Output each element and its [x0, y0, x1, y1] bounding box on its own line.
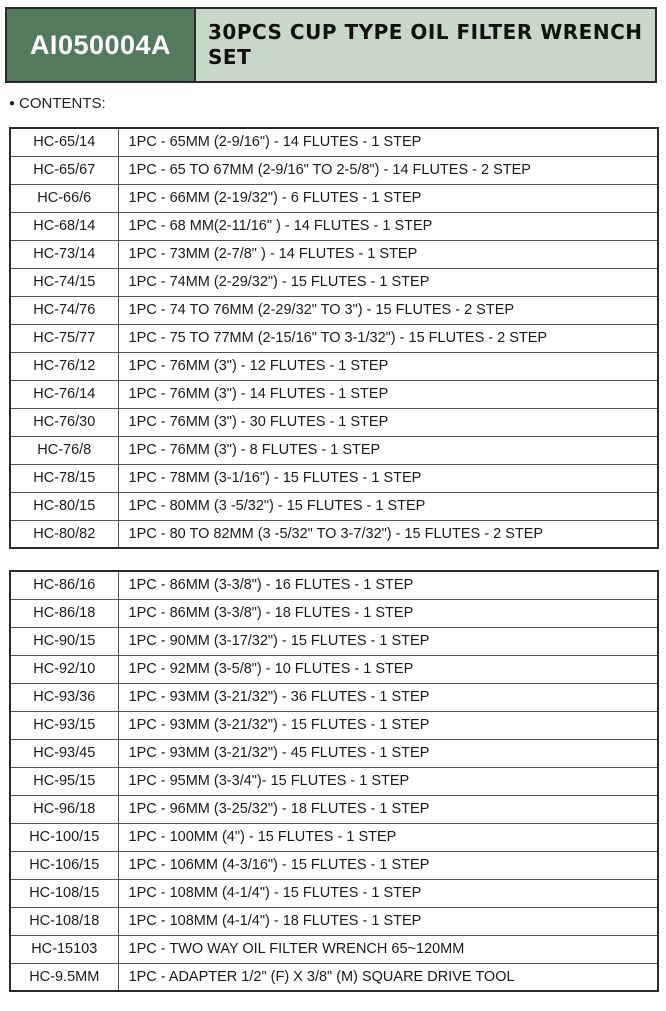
- description-cell: 1PC - 76MM (3") - 30 FLUTES - 1 STEP: [118, 408, 658, 436]
- part-number-cell: HC-15103: [10, 935, 118, 963]
- part-number-cell: HC-93/15: [10, 711, 118, 739]
- table-row: [10, 324, 658, 352]
- part-number-cell: HC-106/15: [10, 851, 118, 879]
- table-row: [10, 655, 658, 683]
- description-cell: 1PC - 86MM (3-3/8") - 18 FLUTES - 1 STEP: [118, 599, 658, 627]
- table-row: [10, 711, 658, 739]
- table-row: [10, 935, 658, 963]
- description-cell: 1PC - 95MM (3-3/4")- 15 FLUTES - 1 STEP: [118, 767, 658, 795]
- part-number-cell: HC-95/15: [10, 767, 118, 795]
- description-cell: 1PC - 65MM (2-9/16") - 14 FLUTES - 1 STEP: [118, 128, 658, 156]
- part-number-cell: HC-66/6: [10, 184, 118, 212]
- table-row: [10, 879, 658, 907]
- part-number-cell: HC-68/14: [10, 212, 118, 240]
- description-cell: 1PC - 92MM (3-5/8") - 10 FLUTES - 1 STEP: [118, 655, 658, 683]
- description-cell: 1PC - 93MM (3-21/32") - 36 FLUTES - 1 STEP: [118, 683, 658, 711]
- description-cell: 1PC - 75 TO 77MM (2-15/16" TO 3-1/32") - 15 FLUTES - 2 STEP: [118, 324, 658, 352]
- table-row: [10, 436, 658, 464]
- part-number-cell: HC-65/14: [10, 128, 118, 156]
- description-cell: 1PC - 78MM (3-1/16") - 15 FLUTES - 1 STEP: [118, 464, 658, 492]
- table-row: [10, 683, 658, 711]
- description-cell: 1PC - 106MM (4-3/16") - 15 FLUTES - 1 STEP: [118, 851, 658, 879]
- part-number-cell: HC-9.5MM: [10, 963, 118, 991]
- table-row: [10, 380, 658, 408]
- description-cell: 1PC - 93MM (3-21/32") - 45 FLUTES - 1 STEP: [118, 739, 658, 767]
- table-row: [10, 627, 658, 655]
- description-cell: 1PC - 66MM (2-19/32") - 6 FLUTES - 1 STEP: [118, 184, 658, 212]
- table-row: [10, 520, 658, 548]
- product-title-line1: 30PCS CUP TYPE OIL FILTER WRENCH: [208, 20, 643, 44]
- part-number-cell: HC-76/30: [10, 408, 118, 436]
- description-cell: 1PC - 96MM (3-25/32") - 18 FLUTES - 1 STEP: [118, 795, 658, 823]
- part-number-cell: HC-108/18: [10, 907, 118, 935]
- part-number-cell: HC-96/18: [10, 795, 118, 823]
- part-number-cell: HC-86/18: [10, 599, 118, 627]
- description-cell: 1PC - 73MM (2-7/8" ) - 14 FLUTES - 1 STEP: [118, 240, 658, 268]
- product-header: [5, 7, 657, 83]
- part-number-cell: HC-78/15: [10, 464, 118, 492]
- part-number-cell: HC-108/15: [10, 879, 118, 907]
- description-cell: 1PC - TWO WAY OIL FILTER WRENCH 65~120MM: [118, 935, 658, 963]
- table-row: [10, 128, 658, 156]
- description-cell: 1PC - 108MM (4-1/4") - 15 FLUTES - 1 STEP: [118, 879, 658, 907]
- table-row: [10, 296, 658, 324]
- description-cell: 1PC - 80 TO 82MM (3 -5/32" TO 3-7/32") - 15 FLUTES - 2 STEP: [118, 520, 658, 548]
- table-row: [10, 268, 658, 296]
- part-number-cell: HC-92/10: [10, 655, 118, 683]
- description-cell: 1PC - 74MM (2-29/32") - 15 FLUTES - 1 STEP: [118, 268, 658, 296]
- part-number-cell: HC-74/76: [10, 296, 118, 324]
- table-row: [10, 963, 658, 991]
- product-title-line2: SET: [208, 45, 252, 69]
- table-row: [10, 907, 658, 935]
- contents-label: CONTENTS:: [19, 95, 106, 112]
- table-row: [10, 184, 658, 212]
- table-row: [10, 464, 658, 492]
- part-number-cell: HC-76/14: [10, 380, 118, 408]
- table-row: [10, 492, 658, 520]
- description-cell: 1PC - 93MM (3-21/32") - 15 FLUTES - 1 STEP: [118, 711, 658, 739]
- table-row: [10, 352, 658, 380]
- table-row: [10, 212, 658, 240]
- part-number-cell: HC-65/67: [10, 156, 118, 184]
- part-number-cell: HC-75/77: [10, 324, 118, 352]
- parts-table-1: [9, 127, 659, 549]
- part-number-cell: HC-90/15: [10, 627, 118, 655]
- description-cell: 1PC - ADAPTER 1/2" (F) X 3/8" (M) SQUARE DRIVE TOOL: [118, 963, 658, 991]
- description-cell: 1PC - 100MM (4") - 15 FLUTES - 1 STEP: [118, 823, 658, 851]
- table-row: [10, 823, 658, 851]
- product-code-box: [7, 9, 196, 81]
- contents-heading: [9, 95, 106, 112]
- part-number-cell: HC-80/15: [10, 492, 118, 520]
- part-number-cell: HC-73/14: [10, 240, 118, 268]
- table-row: [10, 851, 658, 879]
- part-number-cell: HC-76/12: [10, 352, 118, 380]
- part-number-cell: HC-74/15: [10, 268, 118, 296]
- table-row: [10, 571, 658, 599]
- product-title: [208, 20, 643, 70]
- table-row: [10, 240, 658, 268]
- product-title-box: [196, 9, 655, 81]
- table-row: [10, 739, 658, 767]
- part-number-cell: HC-80/82: [10, 520, 118, 548]
- description-cell: 1PC - 68 MM(2-11/16" ) - 14 FLUTES - 1 STEP: [118, 212, 658, 240]
- description-cell: 1PC - 74 TO 76MM (2-29/32" TO 3") - 15 FLUTES - 2 STEP: [118, 296, 658, 324]
- table-row: [10, 767, 658, 795]
- table-row: [10, 599, 658, 627]
- description-cell: 1PC - 76MM (3") - 12 FLUTES - 1 STEP: [118, 352, 658, 380]
- parts-table-2: [9, 570, 659, 992]
- table-row: [10, 795, 658, 823]
- description-cell: 1PC - 80MM (3 -5/32") - 15 FLUTES - 1 STEP: [118, 492, 658, 520]
- table-row: [10, 156, 658, 184]
- bullet-icon: ●: [9, 98, 16, 109]
- description-cell: 1PC - 90MM (3-17/32") - 15 FLUTES - 1 STEP: [118, 627, 658, 655]
- description-cell: 1PC - 86MM (3-3/8") - 16 FLUTES - 1 STEP: [118, 571, 658, 599]
- part-number-cell: HC-93/45: [10, 739, 118, 767]
- description-cell: 1PC - 76MM (3") - 14 FLUTES - 1 STEP: [118, 380, 658, 408]
- part-number-cell: HC-93/36: [10, 683, 118, 711]
- table-row: [10, 408, 658, 436]
- description-cell: 1PC - 76MM (3") - 8 FLUTES - 1 STEP: [118, 436, 658, 464]
- part-number-cell: HC-76/8: [10, 436, 118, 464]
- product-code: AI050004A: [29, 29, 172, 60]
- description-cell: 1PC - 108MM (4-1/4") - 18 FLUTES - 1 STEP: [118, 907, 658, 935]
- part-number-cell: HC-86/16: [10, 571, 118, 599]
- part-number-cell: HC-100/15: [10, 823, 118, 851]
- description-cell: 1PC - 65 TO 67MM (2-9/16" TO 2-5/8") - 14 FLUTES - 2 STEP: [118, 156, 658, 184]
